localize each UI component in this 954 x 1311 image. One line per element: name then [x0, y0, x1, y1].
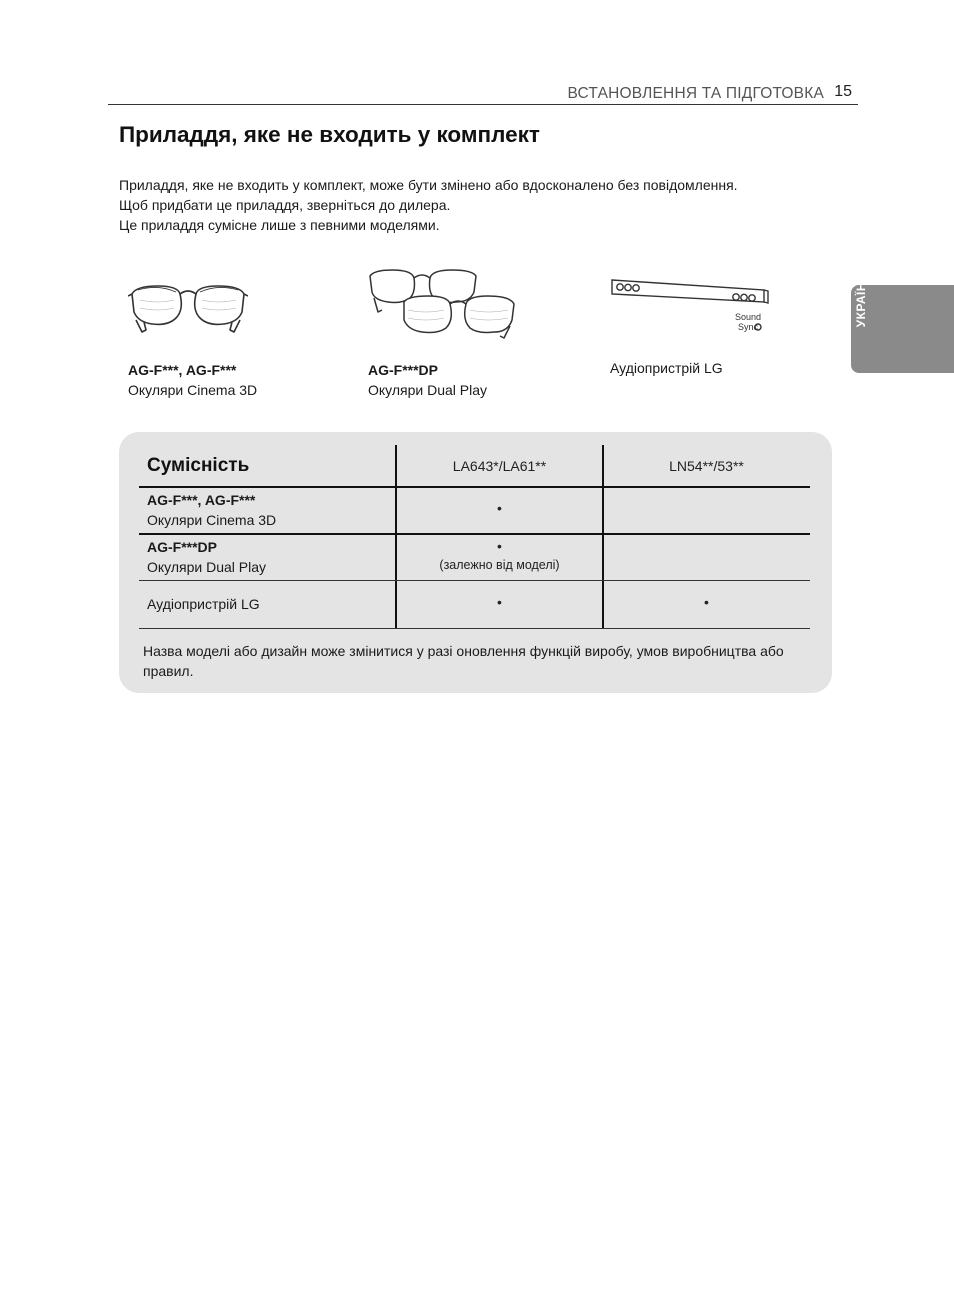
page-title: Приладдя, яке не входить у комплект: [119, 122, 540, 147]
product-model: AG-F***, AG-F***: [128, 362, 237, 378]
table-cell: [396, 594, 603, 610]
product-caption: [368, 360, 487, 400]
intro-line: Це приладдя сумісне лише з певними моделями.: [119, 217, 440, 233]
compatibility-title: Сумісність: [147, 455, 250, 476]
compatibility-table: [119, 432, 832, 693]
table-row-label: [147, 537, 266, 577]
product-name: Окуляри Cinema 3D: [128, 382, 258, 398]
row-model: AG-F***DP: [147, 539, 218, 555]
header-divider: [139, 486, 810, 488]
product-lg-audio: [610, 260, 830, 376]
section-title: ВСТАНОВЛЕННЯ ТА ПІДГОТОВКА: [567, 85, 824, 102]
table-row-label: [147, 594, 260, 614]
product-name: Окуляри Dual Play: [368, 382, 488, 398]
glasses-icon: [128, 260, 248, 335]
compat-note: (залежно від моделі): [439, 558, 560, 572]
compat-mark: •: [704, 594, 709, 610]
soundbar-icon: [610, 260, 770, 340]
compat-mark: •: [497, 538, 502, 554]
product-caption: [610, 358, 723, 378]
product-cinema-3d: [128, 260, 348, 398]
language-tab-label: УКРАЇНСЬКА: [854, 246, 868, 328]
table-cell: [603, 594, 810, 610]
compat-mark: •: [497, 594, 502, 610]
row-name: Аудіопристрій LG: [147, 596, 260, 612]
row-model: AG-F***, AG-F***: [147, 492, 256, 508]
intro-line: Приладдя, яке не входить у комплект, може бути змінено або вдосконалено без повідомлення.: [119, 177, 738, 193]
table-cell: [396, 500, 603, 516]
dual-glasses-icon: [368, 260, 518, 340]
intro-text: [119, 175, 738, 235]
table-cell: [396, 538, 603, 572]
row-divider: [139, 533, 810, 535]
compat-mark: •: [497, 500, 502, 516]
sound-label: Sound: [734, 312, 762, 322]
row-name: Окуляри Cinema 3D: [147, 512, 277, 528]
column-header: LN54**/53**: [669, 458, 744, 474]
column-header: LA643*/LA61**: [452, 458, 547, 474]
row-divider: [139, 628, 810, 629]
product-dual-play: [368, 260, 588, 398]
table-row-label: [147, 490, 276, 530]
product-model: AG-F***DP: [368, 362, 439, 378]
page-number: 15: [834, 83, 852, 100]
row-name: Окуляри Dual Play: [147, 559, 267, 575]
row-divider: [139, 580, 810, 581]
compatibility-footnote: Назва моделі або дизайн може змінитися у разі оновлення функцій виробу, умов виробництва або правил.: [143, 643, 784, 679]
product-name: Аудіопристрій LG: [610, 360, 723, 376]
intro-line: Щоб придбати це приладдя, зверніться до дилера.: [119, 197, 451, 213]
product-caption: [128, 360, 257, 400]
sync-label: Sync: [737, 322, 759, 332]
page-header: [108, 82, 858, 105]
language-tab[interactable]: [851, 246, 954, 373]
